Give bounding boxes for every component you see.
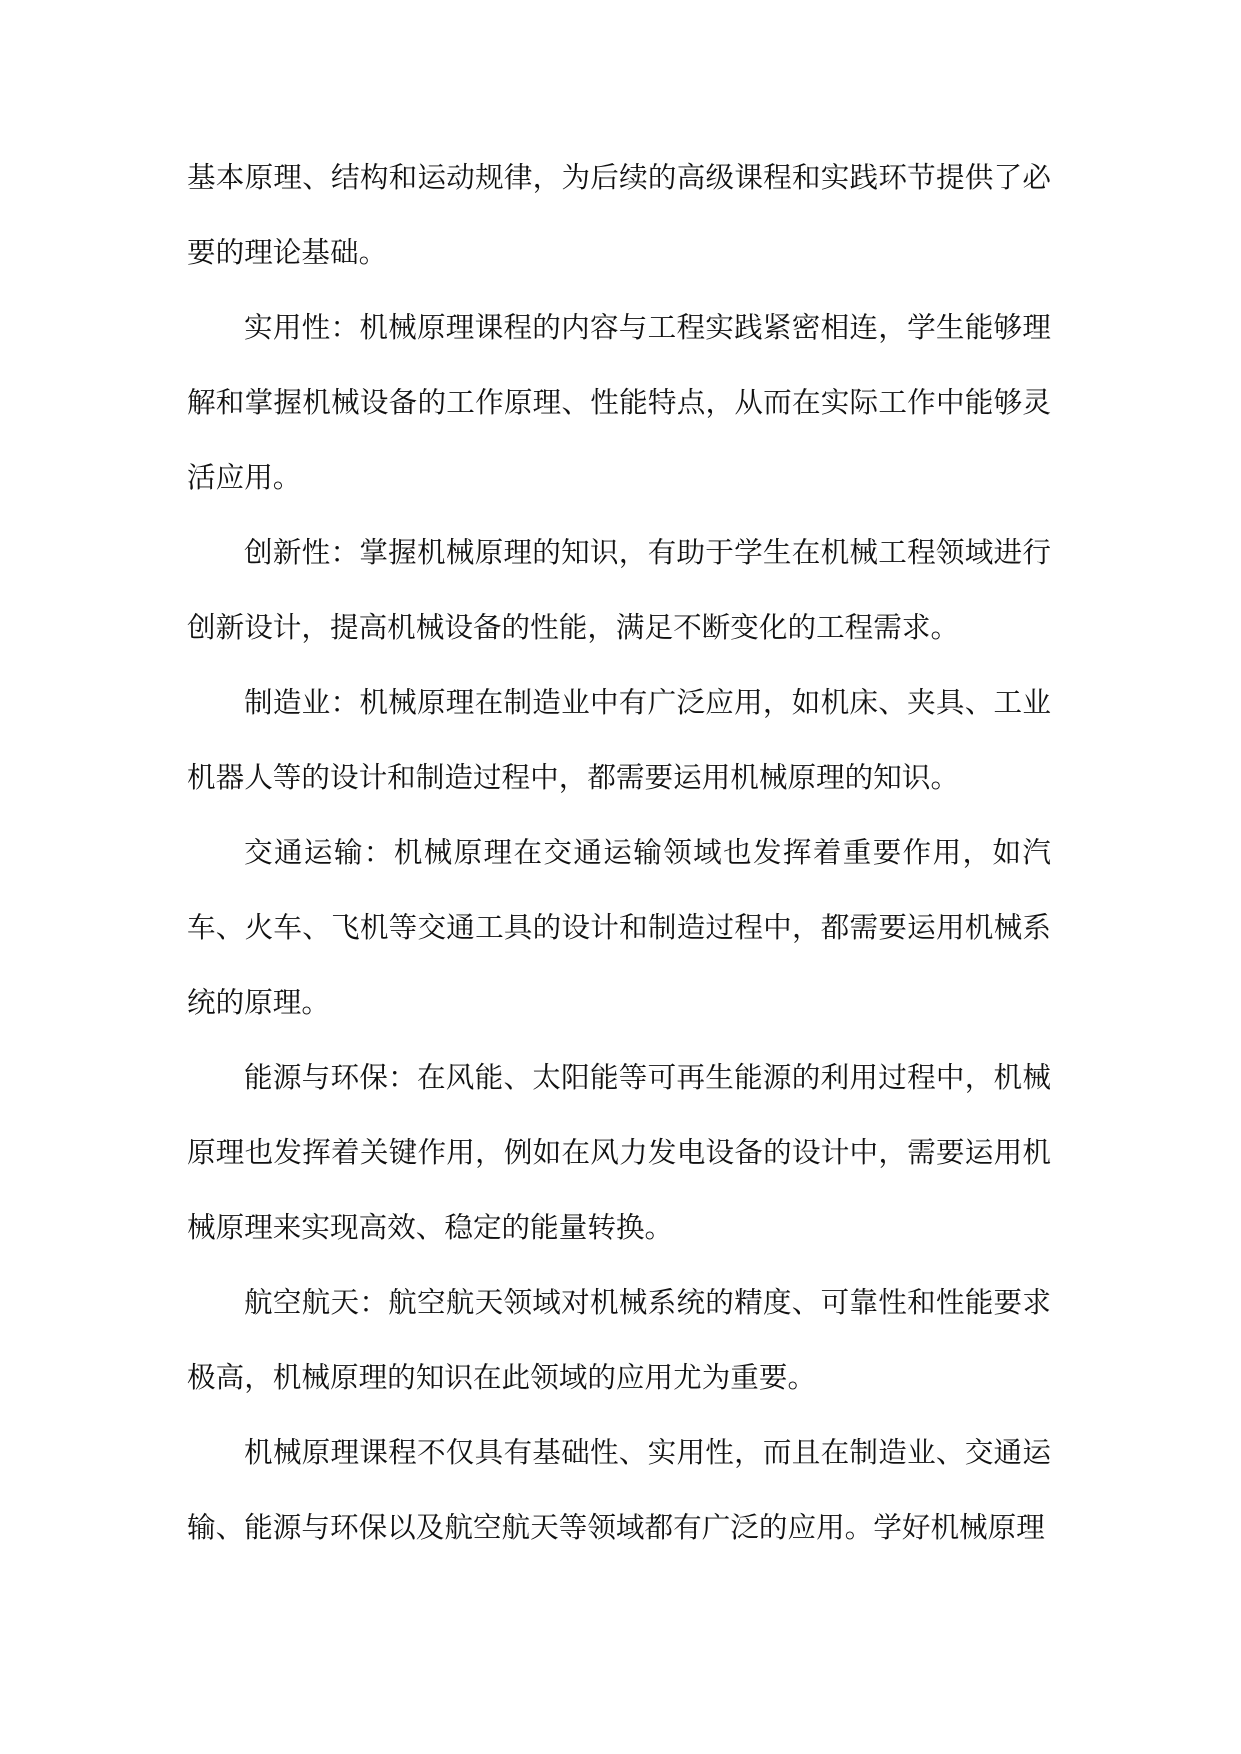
paragraph-innovation: 创新性：掌握机械原理的知识，有助于学生在机械工程领域进行创新设计，提高机械设备的性能，满足不断变化的工程需求。 xyxy=(187,535,1051,644)
paragraph-transportation: 交通运输：机械原理在交通运输领域也发挥着重要作用，如汽车、火车、飞机等交通工具的设计和制造过程中，都需要运用机械系统的原理。 xyxy=(187,835,1051,1019)
paragraph-summary: 机械原理课程不仅具有基础性、实用性，而且在制造业、交通运输、能源与环保以及航空航天等领域都有广泛的应用。学好机械原理 xyxy=(187,1435,1051,1544)
paragraph-manufacturing: 制造业：机械原理在制造业中有广泛应用，如机床、夹具、工业机器人等的设计和制造过程中，都需要运用机械原理的知识。 xyxy=(187,685,1051,794)
paragraph-continuation: 基本原理、结构和运动规律，为后续的高级课程和实践环节提供了必要的理论基础。 xyxy=(187,160,1051,269)
document-body xyxy=(187,140,1051,1565)
paragraph-practicality: 实用性：机械原理课程的内容与工程实践紧密相连，学生能够理解和掌握机械设备的工作原理、性能特点，从而在实际工作中能够灵活应用。 xyxy=(187,310,1051,494)
paragraph-energy-environment: 能源与环保：在风能、太阳能等可再生能源的利用过程中，机械原理也发挥着关键作用，例如在风力发电设备的设计中，需要运用机械原理来实现高效、稳定的能量转换。 xyxy=(187,1060,1051,1244)
paragraph-aerospace: 航空航天：航空航天领域对机械系统的精度、可靠性和性能要求极高，机械原理的知识在此领域的应用尤为重要。 xyxy=(187,1285,1051,1394)
